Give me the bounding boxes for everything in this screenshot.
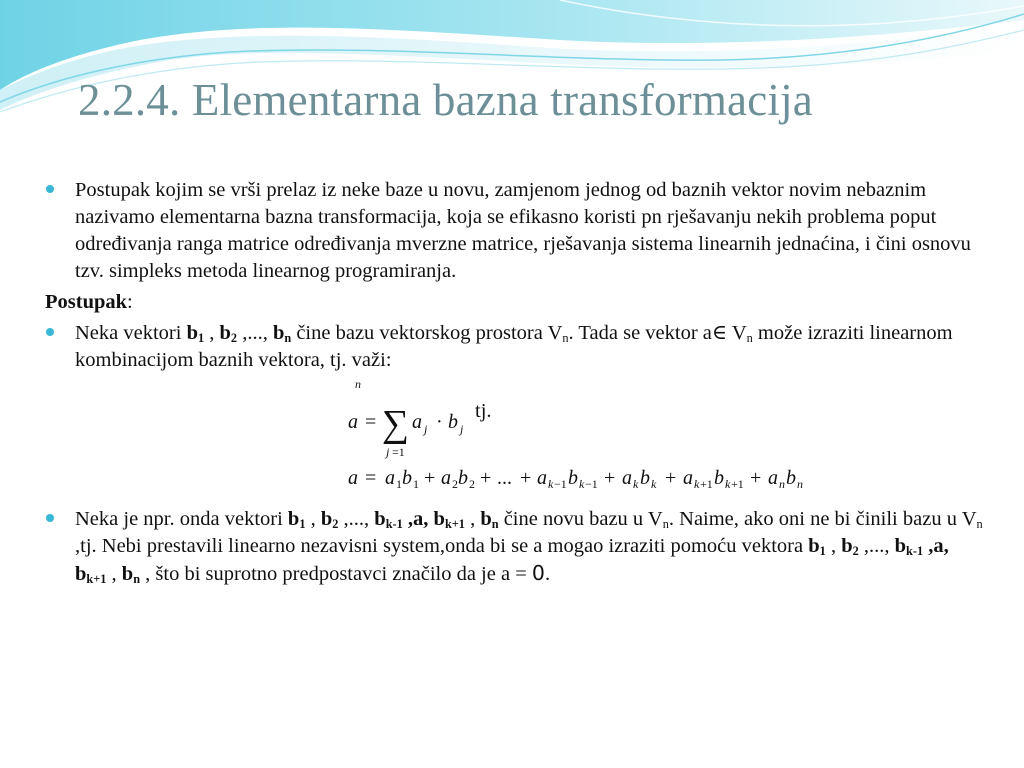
formula-sum — [340, 380, 900, 496]
vector-b: b — [121, 563, 134, 585]
text: . Naime, ako oni ne bi činili bazu u V — [668, 508, 977, 530]
svg-text:...: ... — [497, 467, 512, 489]
svg-text:2: 2 — [452, 477, 458, 491]
vector-b: b — [808, 535, 820, 557]
svg-text:·: · — [436, 411, 443, 433]
svg-text:=: = — [365, 467, 377, 489]
svg-text:b: b — [640, 467, 650, 489]
vector-b: b — [894, 535, 907, 557]
text: ,..., — [858, 535, 895, 557]
subscript: 2 — [332, 517, 339, 531]
svg-text:a: a — [412, 411, 422, 433]
vector-a: ,a, — [923, 535, 949, 557]
text: ,..., — [237, 322, 273, 344]
svg-text:a: a — [622, 467, 632, 489]
subscript: n — [284, 331, 292, 345]
vector-b: b — [480, 508, 492, 530]
subscript: 1 — [819, 544, 826, 558]
svg-text:−1: −1 — [554, 477, 567, 491]
svg-text:b: b — [786, 467, 796, 489]
svg-text:a: a — [385, 467, 395, 489]
svg-text:n: n — [797, 477, 803, 491]
element-of-symbol: ∈ — [711, 322, 728, 344]
svg-text:k: k — [548, 477, 554, 491]
svg-text:j: j — [424, 422, 428, 436]
vector-b: b — [75, 563, 87, 585]
text: Neka vektori — [75, 322, 187, 344]
subscript: k-1 — [385, 517, 403, 531]
svg-text:1: 1 — [396, 477, 402, 491]
slide-title: 2.2.4. Elementarna bazna transformacija — [78, 75, 813, 125]
svg-text:a: a — [348, 467, 358, 489]
bullet-dot-icon — [46, 514, 54, 522]
vector-b: b — [219, 322, 231, 344]
svg-text:+: + — [665, 467, 677, 489]
svg-text:−1: −1 — [585, 477, 598, 491]
svg-text:a: a — [683, 467, 693, 489]
svg-text:b: b — [714, 467, 724, 489]
text: čine novu bazu u V — [498, 508, 663, 530]
svg-text:k: k — [694, 477, 700, 491]
zero-vector: 0 — [531, 561, 545, 585]
text: Neka je npr. onda vektori — [75, 508, 288, 530]
subscript: n — [491, 517, 499, 531]
subscript: n — [133, 572, 141, 586]
text: , — [106, 563, 122, 585]
svg-text:=1: =1 — [392, 445, 405, 459]
svg-text:n: n — [355, 380, 361, 391]
subscript: k-1 — [906, 544, 924, 558]
svg-text:n: n — [779, 477, 785, 491]
svg-text:b: b — [448, 411, 458, 433]
subscript: k+1 — [444, 517, 465, 531]
svg-text:k: k — [633, 477, 639, 491]
svg-text:a: a — [441, 467, 451, 489]
svg-text:k: k — [725, 477, 731, 491]
slide-body — [45, 177, 985, 588]
vector-b: b — [186, 322, 198, 344]
bullet-dot-icon — [46, 185, 54, 193]
vector-b: b — [287, 508, 300, 530]
subscript: k+1 — [86, 572, 107, 586]
text: čine bazu vektorskog prostora V — [291, 322, 563, 344]
text: ,..., — [338, 508, 375, 530]
svg-text:+: + — [424, 467, 436, 489]
text: , što bi suprotno predpostavci značilo da je a = — [140, 563, 532, 585]
text: , — [305, 508, 321, 530]
subscript: 2 — [852, 544, 859, 558]
vector-a: ,a, — [402, 508, 434, 530]
svg-text:b: b — [458, 467, 468, 489]
svg-text:j: j — [460, 422, 464, 436]
svg-text:+: + — [480, 467, 492, 489]
subscript: 2 — [230, 331, 238, 345]
svg-text:+1: +1 — [731, 477, 744, 491]
postupak-label: Postupak — [45, 291, 128, 313]
text: . Tada se vektor a — [568, 322, 712, 344]
subscript: n — [746, 331, 753, 345]
formula-tj-label: tj. — [475, 400, 492, 422]
vector-b: b — [374, 508, 386, 530]
svg-text:∑: ∑ — [382, 403, 410, 445]
bullet-dot-icon — [46, 328, 54, 336]
bullet-paragraph-1 — [45, 177, 985, 285]
vector-b: b — [433, 508, 445, 530]
vector-b: b — [841, 535, 853, 557]
formula-block — [45, 380, 985, 496]
paragraph-text: Postupak kojim se vrši prelaz iz neke baze u novu, zamjenom jednog od baznih vektor novim nebaznim nazivamo elementarna bazna transformacija, koja se efikasno koristi pn rješavanju nekih problema poput određivanja ranga matrice određivanja mverzne matrice, rješavanja sistema linearnih jednaćina, i čini osnovu tzv. simpleks metoda linearnog programiranja. — [75, 179, 971, 282]
colon: : — [127, 291, 133, 313]
svg-text:k: k — [651, 477, 657, 491]
postupak-heading — [45, 289, 985, 316]
subscript: n — [976, 517, 983, 531]
svg-text:+: + — [520, 467, 532, 489]
subscript: 1 — [197, 331, 205, 345]
svg-text:1: 1 — [413, 477, 419, 491]
text: , — [464, 508, 481, 530]
svg-text:2: 2 — [469, 477, 475, 491]
svg-text:+: + — [604, 467, 616, 489]
svg-text:a: a — [768, 467, 778, 489]
bullet-paragraph-2 — [45, 320, 985, 374]
svg-text:+1: +1 — [700, 477, 713, 491]
svg-text:j: j — [386, 445, 390, 459]
subscript: n — [662, 517, 669, 531]
svg-text:a: a — [348, 411, 358, 433]
text: , — [204, 322, 220, 344]
text: ,tj. Nebi prestavili linearno nezavisni system,onda bi se a mogao izraziti pomoću vektora — [75, 535, 809, 557]
svg-text:+: + — [750, 467, 762, 489]
subscript: 1 — [299, 517, 306, 531]
text: . — [544, 563, 551, 585]
svg-text:b: b — [568, 467, 578, 489]
bullet-paragraph-3 — [45, 506, 985, 588]
vector-b: b — [272, 322, 285, 344]
text: V — [727, 322, 747, 344]
svg-text:=: = — [365, 411, 377, 433]
svg-text:b: b — [402, 467, 412, 489]
vector-b: b — [320, 508, 333, 530]
text: , — [825, 535, 842, 557]
svg-text:k: k — [579, 477, 585, 491]
text: može izraziti linearnom kombinacijom baznih vektora, tj. važi: — [75, 322, 953, 371]
subscript: n — [562, 331, 569, 345]
svg-text:a: a — [537, 467, 547, 489]
